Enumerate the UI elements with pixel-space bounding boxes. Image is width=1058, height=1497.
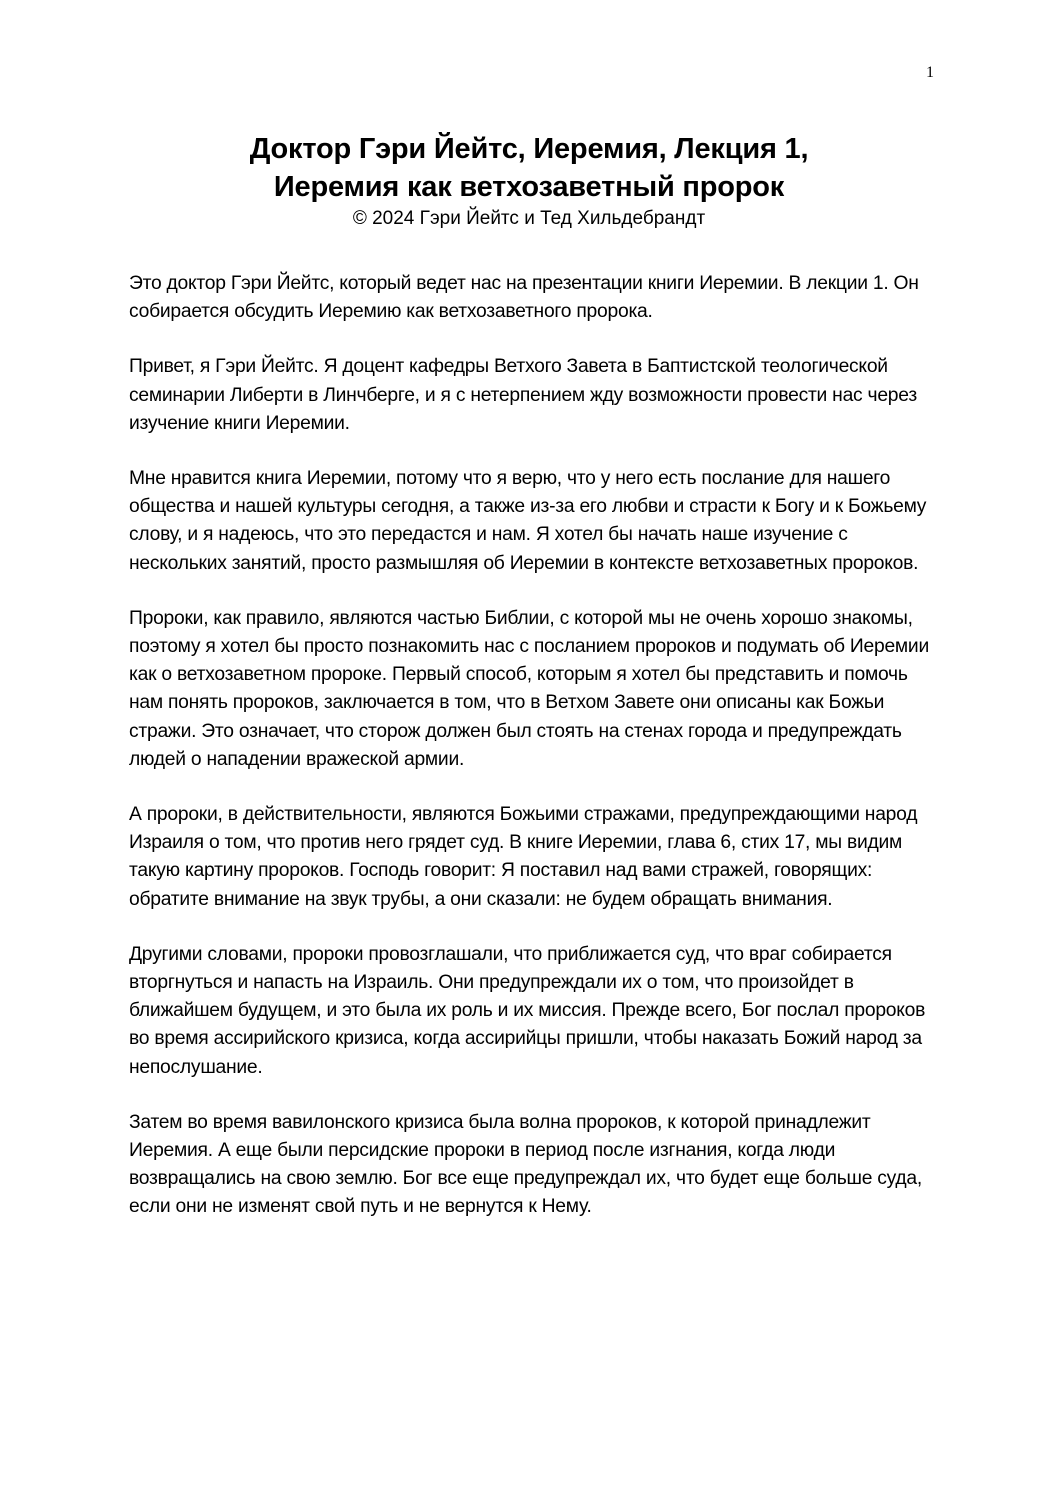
paragraph-greeting: Привет, я Гэри Йейтс. Я доцент кафедры Ветхого Завета в Баптистской теологической семинарии Либерти в Линчберге, и я с нетерпением жду возможности провести нас через изучение книги Иеремии. <box>129 356 917 434</box>
paragraph-love-of-jeremiah: Мне нравится книга Иеремии, потому что я верю, что у него есть послание для нашего общества и нашей культуры сегодня, а также из-за его любви и страсти к Богу и к Божьему слову, и я надеюсь, что это передастся и нам. Я хотел бы начать наше изучение с нескольких занятий, просто размышляя об Иеремии в контексте ветхозаветных пророков. <box>129 468 927 574</box>
title-block <box>0 130 1058 232</box>
paragraph-introduction: Это доктор Гэри Йейтс, который ведет нас на презентации книги Иеремии. В лекции 1. Он собирается обсудить Иеремию как ветхозаветного пророка. <box>129 273 919 323</box>
document-body <box>129 270 934 1249</box>
document-title-line-1: Доктор Гэри Йейтс, Иеремия, Лекция 1, <box>249 133 809 165</box>
page-number: 1 <box>926 64 934 81</box>
paragraph-gods-watchmen: А пророки, в действительности, являются Божьими стражами, предупреждающими народ Израиля о том, что против него грядет суд. В книге Иеремии, глава 6, стих 17, мы видим такую картину пророков. Господь говорит: Я поставил над вами стражей, говорящих: обратите внимание на звук трубы, а они сказали: не будем обращать внимания. <box>129 804 918 910</box>
document-title-line-2: Иеремия как ветхозаветный пророк <box>273 171 785 203</box>
copyright-notice: © 2024 Гэри Йейтс и Тед Хильдебрандт <box>352 208 706 229</box>
paragraph-judgment-coming: Другими словами, пророки провозглашали, что приближается суд, что враг собирается вторгнуться и напасть на Израиль. Они предупреждали их о том, что произойдет в ближайшем будущем, и это была их роль и их миссия. Прежде всего, Бог послал пророков во время ассирийского кризиса, когда ассирийцы пришли, чтобы наказать Божий народ за непослушание. <box>129 943 926 1078</box>
paragraph-prophets-as-watchmen: Пророки, как правило, являются частью Библии, с которой мы не очень хорошо знакомы, поэтому я хотел бы просто познакомить нас с посланием пророков и подумать об Иеремии как о ветхозаветном пророке. Первый способ, которым я хотел бы представить и помочь нам понять пророков, заключается в том, что в Ветхом Завете они описаны как Божьи стражи. Это означает, что сторож должен был стоять на стенах города и предупреждать людей о нападении вражеской армии. <box>129 607 929 770</box>
paragraph-babylonian-crisis: Затем во время вавилонского кризиса была волна пророков, к которой принадлежит Иеремия. А еще были персидские пророки в период после изгнания, когда люди возвращались на свою землю. Бог все еще предупреждал их, что будет еще больше суда, если они не изменят свой путь и не вернутся к Нему. <box>129 1111 923 1218</box>
